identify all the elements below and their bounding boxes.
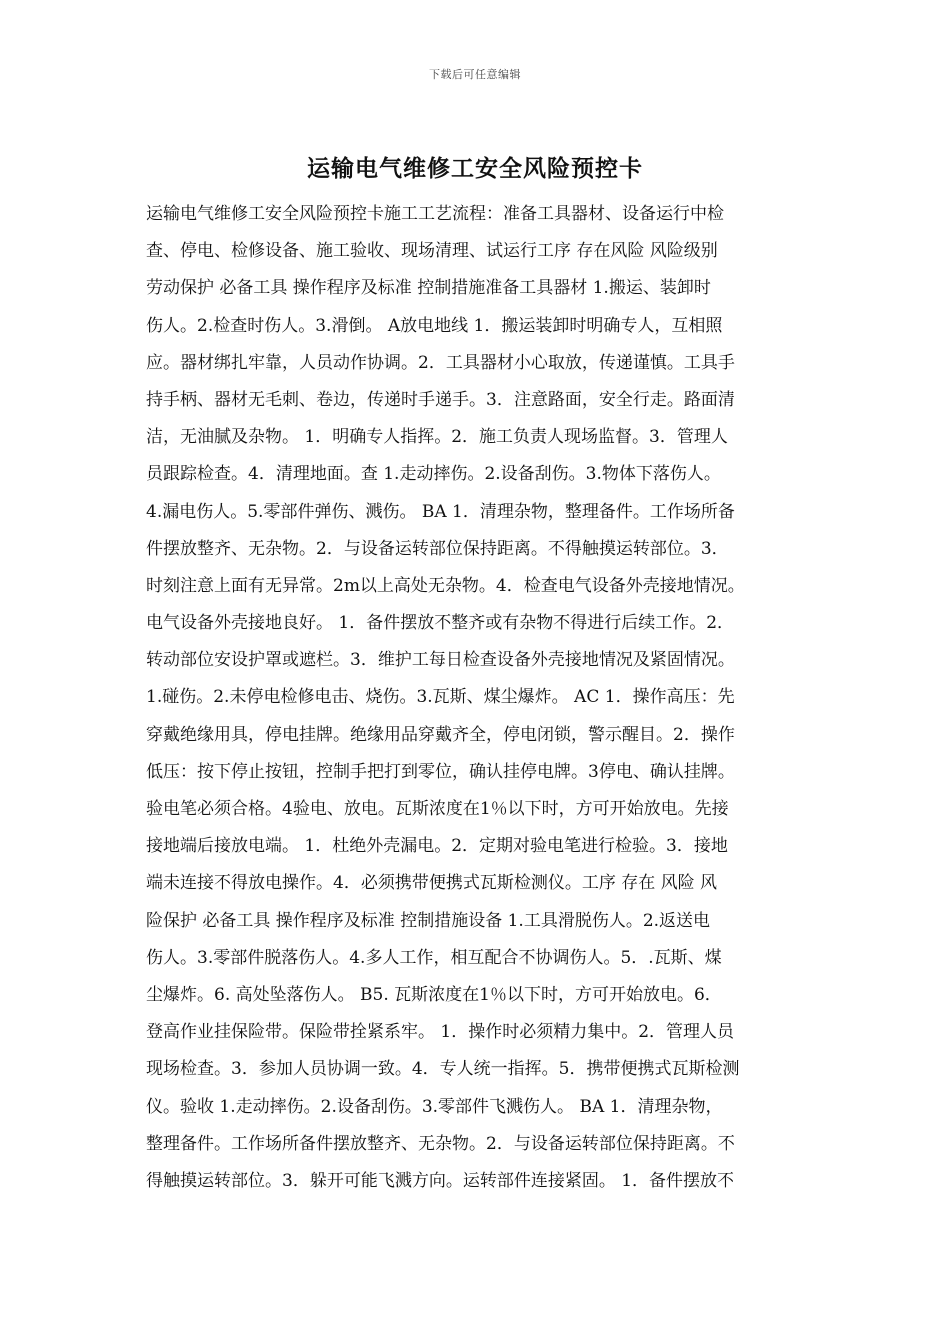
body-line: 穿戴绝缘用具，停电挂牌。绝缘用品穿戴齐全，停电闭锁，警示醒目。2．操作 — [146, 724, 735, 745]
body-line: 整理备件。工作场所备件摆放整齐、无杂物。2．与设备运转部位保持距离。不 — [146, 1133, 735, 1154]
body-line: 验电笔必须合格。4验电、放电。瓦斯浓度在1％以下时，方可开始放电。先接 — [146, 799, 729, 819]
body-line: 低压：按下停止按钮，控制手把打到零位，确认挂停电牌。3停电、确认挂牌。 — [146, 761, 735, 782]
body-line: 时刻注意上面有无异常。2m以上高处无杂物。4．检查电气设备外壳接地情况。 — [146, 575, 745, 596]
body-line: 登高作业挂保险带。保险带拴紧系牢。 1．操作时必须精力集中。2．管理人员 — [146, 1022, 735, 1043]
document-title: 运输电气维修工安全风险预控卡 — [307, 155, 643, 182]
document-body — [146, 196, 816, 1200]
body-line: 尘爆炸。6. 高处坠落伤人。 B5. 瓦斯浓度在1％以下时，方可开始放电。6． — [146, 984, 722, 1005]
body-line: 持手柄、器材无毛刺、卷边，传递时手递手。3．注意路面，安全行走。路面清 — [146, 389, 735, 410]
body-line: 得触摸运转部位。3．躲开可能飞溅方向。运转部件连接紧固。 1．备件摆放不 — [146, 1170, 735, 1191]
body-line: 1.碰伤。2.未停电检修电击、烧伤。3.瓦斯、煤尘爆炸。 AC 1．操作高压：先 — [146, 687, 735, 708]
body-line: 伤人。3.零部件脱落伤人。4.多人工作，相互配合不协调伤人。5．.瓦斯、煤 — [146, 947, 722, 968]
body-line: 运输电气维修工安全风险预控卡施工工艺流程：准备工具器材、设备运行中检 — [146, 204, 724, 224]
body-line: 险保护 必备工具 操作程序及标准 控制措施设备 1.工具滑脱伤人。2.返送电 — [146, 910, 711, 931]
body-line: 洁，无油腻及杂物。 1．明确专人指挥。2．施工负责人现场监督。3．管理人 — [146, 427, 728, 448]
body-line: 电气设备外壳接地良好。 1．备件摆放不整齐或有杂物不得进行后续工作。2． — [146, 613, 735, 634]
body-line: 转动部位安设护罩或遮栏。3．维护工每日检查设备外壳接地情况及紧固情况。 — [146, 650, 735, 671]
body-line: 现场检查。3．参加人员协调一致。4．专人统一指挥。5．携带便携式瓦斯检测 — [146, 1059, 740, 1080]
body-line: 件摆放整齐、无杂物。2．与设备运转部位保持距离。不得触摸运转部位。3． — [146, 538, 729, 559]
body-line: 查、停电、检修设备、施工验收、现场清理、试运行工序 存在风险 风险级别 — [146, 241, 718, 262]
body-line: 4.漏电伤人。5.零部件弹伤、溅伤。 BA 1．清理杂物，整理备件。工作场所备 — [146, 501, 735, 522]
body-line: 员跟踪检查。4．清理地面。查 1.走动摔伤。2.设备刮伤。3.物体下落伤人。 — [146, 464, 721, 485]
body-line: 应。器材绑扎牢靠，人员动作协调。2．工具器材小心取放，传递谨慎。工具手 — [146, 352, 735, 373]
body-line: 伤人。2.检查时伤人。3.滑倒。 A放电地线 1．搬运装卸时明确专人，互相照 — [146, 315, 723, 336]
body-line: 劳动保护 必备工具 操作程序及标准 控制措施准备工具器材 1.搬运、装卸时 — [146, 278, 711, 299]
header-note: 下载后可任意编辑 — [429, 68, 521, 81]
body-line: 端未连接不得放电操作。4．必须携带便携式瓦斯检测仪。工序 存在 风险 风 — [146, 873, 718, 894]
body-line: 接地端后接放电端。 1．杜绝外壳漏电。2．定期对验电笔进行检验。3．接地 — [146, 836, 728, 857]
body-line: 仪。验收 1.走动摔伤。2.设备刮伤。3.零部件飞溅伤人。 BA 1．清理杂物， — [146, 1096, 723, 1117]
